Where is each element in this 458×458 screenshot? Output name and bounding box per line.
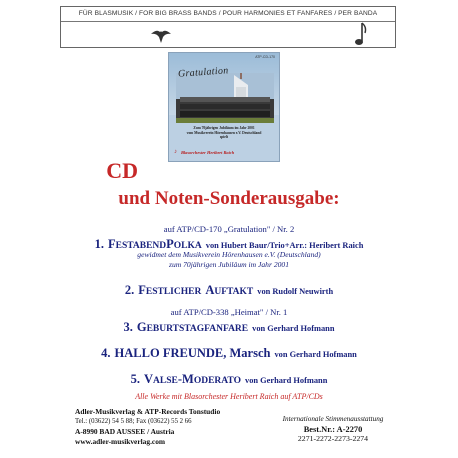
cover-band-name: Blasorchester Heribert Raich [181,150,235,155]
piece-number: 1. [94,237,104,251]
publisher-address: A-8990 BAD AUSSEE / Austria [75,427,175,436]
piece-title-part: ESTLICHER [145,287,202,297]
piece-title-part: ESTABEND [115,241,167,251]
publisher-block [75,407,220,447]
piece-number: 5. [130,372,140,386]
order-block [268,415,398,443]
edition-label: Internationale Stimmenausstattung [282,415,384,423]
headline-cd: CD [106,158,138,183]
piece-title-part: HALLO FREUNDE, Marsch [114,346,271,360]
piece-title-part: ODERATO [193,376,241,386]
piece-title-part: P [166,237,174,251]
cover-title: Gratulation [177,65,229,80]
cover-code: ATP-CD-170 [255,55,275,59]
piece-dedication: zum 70jährigen Jubiläum im Jahr 2001 [168,260,290,269]
piece-title-part: UFTAKT [214,287,254,297]
piece-5-title [0,370,458,388]
cover-caption-line: Zum 70jährigen Jubiläum im Jahr 2001 [193,126,255,130]
piece-title-part: V [144,372,154,386]
source-line: auf ATP/CD-170 „Gratulation" / Nr. 2 [163,224,295,234]
piece-composer: von Hubert Baur/Trio+Arr.: Heribert Raich [205,241,364,250]
piece-title-part: G [136,320,147,334]
piece-composer: von Gerhard Hofmann [274,350,357,359]
eagle-logo-icon [149,24,173,46]
music-note-logo-icon [353,21,369,49]
piece-composer: von Gerhard Hofmann [252,324,335,333]
order-sub-numbers: 2271-2272-2273-2274 [297,434,369,443]
publisher-name: Adler-Musikverlag & ATP-Records Tonstudio [75,407,221,416]
piece-number: 4. [101,346,111,360]
piece-4-title [0,344,458,362]
header-banner [60,6,396,48]
piece-title-part: OLKA [173,241,202,251]
all-works-note: Alle Werke mit Blasorchester Heribert Raich auf ATP/CDs [135,392,323,401]
publisher-website-link[interactable]: www.adler-musikverlag.com [75,437,166,446]
piece-title-part: F [108,237,116,251]
piece-title-part: EBURTSTAGFANFARE [146,324,249,334]
band-photo [176,73,274,123]
music-note-icon: ♪ [174,149,177,155]
order-number: Best.Nr.: A-2270 [303,425,363,434]
piece-3-title [0,318,458,336]
piece-title-part: F [138,283,146,297]
piece-title-part: A [205,283,215,297]
cover-caption [169,126,279,140]
piece-title-part: ALSE [153,376,178,386]
headline-main: und Noten-Sonderausgabe: [118,188,340,209]
source-line: auf ATP/CD-338 „Heimat" / Nr. 1 [170,307,288,317]
piece-number: 3. [123,320,133,334]
piece-title-part: -M [177,372,194,386]
piece-2-title [0,281,458,299]
piece-composer: von Rudolf Neuwirth [257,287,334,296]
cover-caption-line: spielt [219,135,229,140]
cd-cover-image [168,52,280,162]
banner-text: FÜR BLASMUSIK / FOR BIG BRASS BANDS / POUR HARMONIES ET FANFARES / PER BANDA [78,10,378,17]
piece-dedication: gewidmet dem Musikverein Hörenhausen e.V. (Deutschland) [137,250,321,259]
piece-number: 2. [124,283,135,297]
cover-caption-line: vom Musikverein Hörenhausen e.V. Deutschland [186,130,262,135]
piece-composer: von Gerhard Hofmann [245,376,328,385]
publisher-phone: Tel.: (03622) 54 5 88; Fax (03622) 55 2 66 [75,418,192,425]
banner-divider [61,21,395,22]
